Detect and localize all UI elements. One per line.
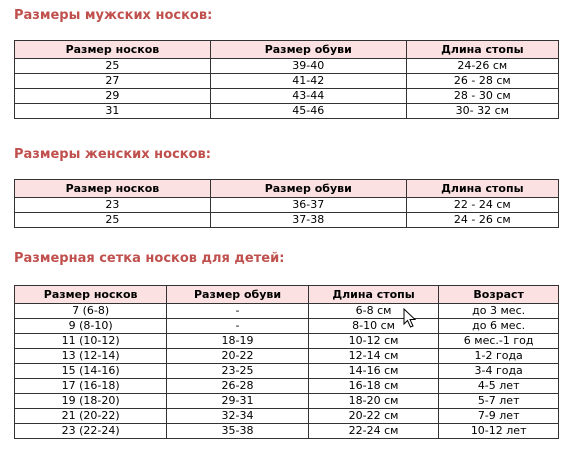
table-cell: 37-38 — [210, 213, 406, 228]
table-cell: 23 — [15, 198, 211, 213]
column-header: Возраст — [439, 286, 559, 304]
table-cell: 1-2 года — [439, 349, 559, 364]
table-row — [15, 74, 559, 89]
table-cell: 26-28 — [167, 379, 308, 394]
table-cell: 5-7 лет — [439, 394, 559, 409]
table-cell: 31 — [15, 104, 211, 119]
table-cell: 25 — [15, 59, 211, 74]
table-row — [15, 379, 559, 394]
table-cell: 20-22 см — [308, 409, 439, 424]
table-cell: 3-4 года — [439, 364, 559, 379]
table-cell: 14-16 см — [308, 364, 439, 379]
column-header: Размер обуви — [210, 180, 406, 198]
table-cell: 11 (10-12) — [15, 334, 167, 349]
table-row — [15, 59, 559, 74]
column-header: Размер обуви — [167, 286, 308, 304]
table-cell: 22-24 см — [308, 424, 439, 439]
table-cell: 25 — [15, 213, 211, 228]
table-cell: 7-9 лет — [439, 409, 559, 424]
table-cell: 28 - 30 см — [406, 89, 558, 104]
table-cell: 26 - 28 см — [406, 74, 558, 89]
column-header: Длина стопы — [406, 41, 558, 59]
table-row — [15, 424, 559, 439]
table-cell: - — [167, 319, 308, 334]
table-cell: 23 (22-24) — [15, 424, 167, 439]
column-header: Размер носков — [15, 286, 167, 304]
kids-sizes-heading: Размерная сетка носков для детей: — [14, 251, 285, 266]
table-cell: 18-20 см — [308, 394, 439, 409]
column-header: Длина стопы — [406, 180, 558, 198]
table-cell: 20-22 — [167, 349, 308, 364]
table-cell: 29-31 — [167, 394, 308, 409]
table-row — [15, 198, 559, 213]
table-header-row — [15, 41, 559, 59]
table-header-row — [15, 180, 559, 198]
table-row — [15, 334, 559, 349]
kids-sizes-table — [14, 285, 559, 439]
table-row — [15, 304, 559, 319]
table-cell: 41-42 — [210, 74, 406, 89]
table-cell: 10-12 см — [308, 334, 439, 349]
table-row — [15, 349, 559, 364]
table-row — [15, 394, 559, 409]
mouse-pointer-icon — [403, 308, 417, 328]
table-cell: 32-34 — [167, 409, 308, 424]
women-sizes-table — [14, 179, 559, 228]
table-cell: 7 (6-8) — [15, 304, 167, 319]
table-cell: 9 (8-10) — [15, 319, 167, 334]
table-cell: 18-19 — [167, 334, 308, 349]
men-sizes-heading: Размеры мужских носков: — [14, 8, 213, 23]
table-row — [15, 213, 559, 228]
table-cell: 24 - 26 см — [406, 213, 558, 228]
table-cell: 17 (16-18) — [15, 379, 167, 394]
table-cell: 15 (14-16) — [15, 364, 167, 379]
women-sizes-heading: Размеры женских носков: — [14, 147, 211, 162]
table-row — [15, 104, 559, 119]
table-cell: 6 мес.-1 год — [439, 334, 559, 349]
table-row — [15, 364, 559, 379]
table-cell: 39-40 — [210, 59, 406, 74]
table-cell: 43-44 — [210, 89, 406, 104]
table-cell: 24-26 см — [406, 59, 558, 74]
men-sizes-table — [14, 40, 559, 119]
table-cell: 30- 32 см — [406, 104, 558, 119]
table-cell: 19 (18-20) — [15, 394, 167, 409]
table-cell: 27 — [15, 74, 211, 89]
table-cell: - — [167, 304, 308, 319]
table-header-row — [15, 286, 559, 304]
table-cell: 10-12 лет — [439, 424, 559, 439]
table-cell: 23-25 — [167, 364, 308, 379]
table-cell: 35-38 — [167, 424, 308, 439]
column-header: Размер носков — [15, 180, 211, 198]
table-cell: 12-14 см — [308, 349, 439, 364]
table-cell: 29 — [15, 89, 211, 104]
table-cell: 21 (20-22) — [15, 409, 167, 424]
table-cell: 6-8 см — [308, 304, 439, 319]
column-header: Размер носков — [15, 41, 211, 59]
table-cell: 16-18 см — [308, 379, 439, 394]
table-row — [15, 89, 559, 104]
table-cell: 45-46 — [210, 104, 406, 119]
column-header: Длина стопы — [308, 286, 439, 304]
table-row — [15, 319, 559, 334]
table-row — [15, 409, 559, 424]
table-cell: 8-10 см — [308, 319, 439, 334]
table-cell: 22 - 24 см — [406, 198, 558, 213]
table-cell: 36-37 — [210, 198, 406, 213]
table-cell: 4-5 лет — [439, 379, 559, 394]
table-cell: до 6 мес. — [439, 319, 559, 334]
table-cell: 13 (12-14) — [15, 349, 167, 364]
column-header: Размер обуви — [210, 41, 406, 59]
table-cell: до 3 мес. — [439, 304, 559, 319]
